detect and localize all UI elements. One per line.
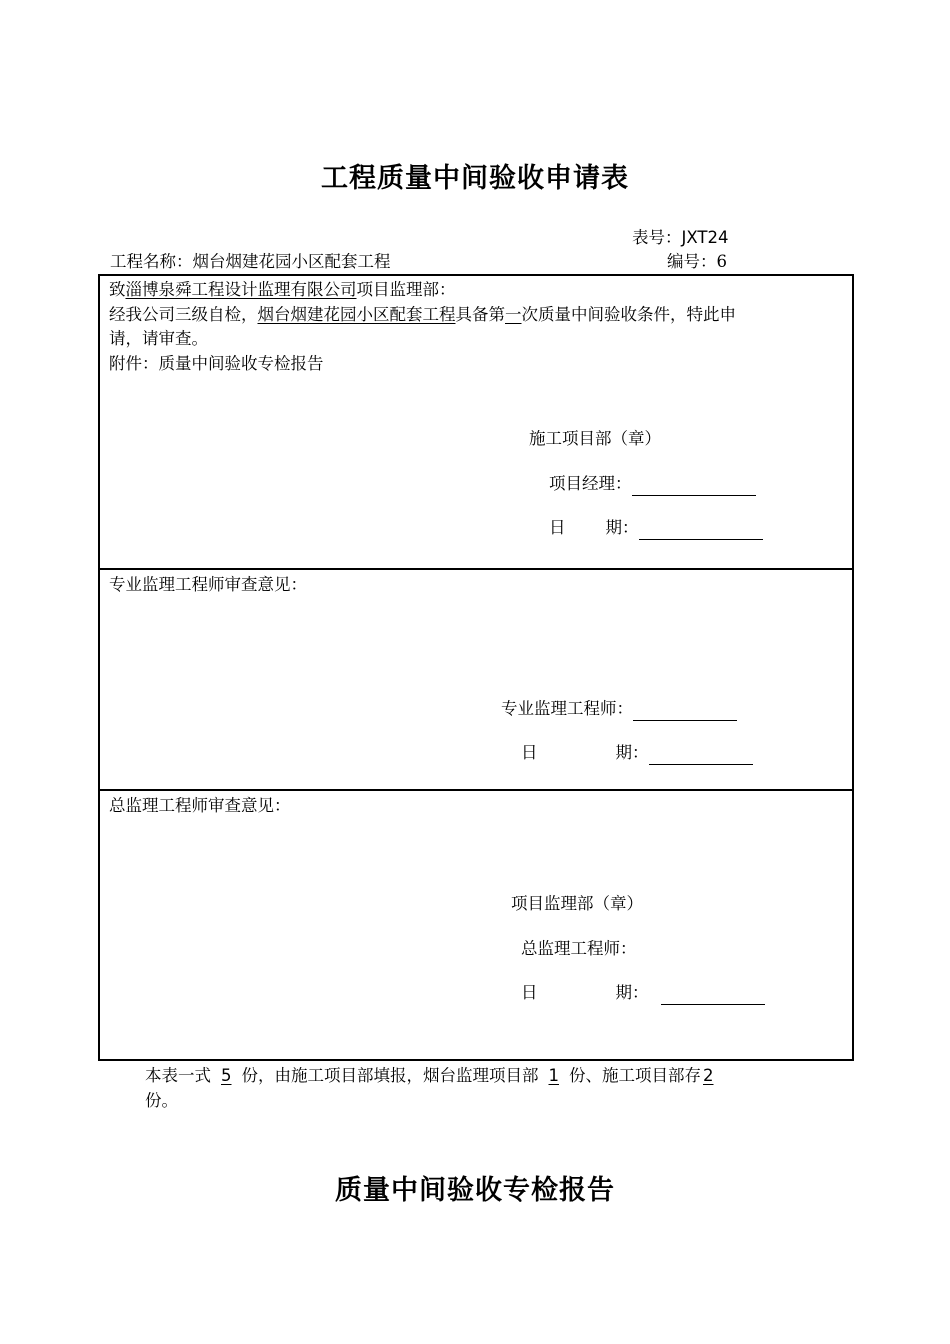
serial-row — [667, 250, 727, 274]
addressee-line — [109, 278, 456, 302]
manager-row — [549, 472, 756, 496]
serial-label: 编号： — [667, 252, 717, 271]
app-text-e: 次质量中间验收条件，特此申 — [521, 305, 736, 324]
serial-value: 6 — [716, 252, 727, 271]
construction-dept-stamp: 施工项目部（章） — [529, 429, 661, 448]
application-line-1 — [109, 303, 736, 327]
date-label-a: 日 — [521, 983, 538, 1002]
app-text-a: 经我公司三级自检， — [109, 305, 258, 324]
copies-text-3: 份、施工项目部存 — [569, 1066, 701, 1085]
application-line-2: 请，请审查。 — [109, 329, 208, 348]
date-row-1 — [549, 516, 763, 540]
supervisor-company: 淄博泉舜工程设计监理有限公司 — [125, 280, 357, 299]
addressee-prefix: 致 — [109, 280, 126, 299]
form-title: 工程质量中间验收申请表 — [321, 163, 629, 194]
addressee-suffix: 项目监理部： — [356, 280, 456, 299]
date-line-1[interactable] — [639, 521, 763, 540]
date-row-2 — [521, 741, 753, 765]
project-name-row — [110, 250, 391, 274]
date-line-2[interactable] — [649, 746, 753, 765]
chief-review-heading: 总监理工程师审查意见： — [109, 796, 291, 815]
specialist-engineer-row — [501, 697, 737, 721]
project-name-label: 工程名称： — [110, 252, 193, 271]
specialist-review-section — [98, 568, 854, 791]
manager-label: 项目经理： — [549, 474, 632, 493]
copies-construction: 2 — [703, 1066, 714, 1085]
date-label-b: 期： — [615, 743, 649, 762]
app-project-name: 烟台烟建花园小区配套工程 — [257, 305, 456, 324]
copies-text-1: 本表一式 — [145, 1066, 211, 1085]
attachment-line: 附件：质量中间验收专检报告 — [109, 354, 324, 373]
supervision-dept-stamp: 项目监理部（章） — [511, 894, 643, 913]
date-label-a: 日 — [521, 743, 538, 762]
app-count: 一 — [505, 305, 522, 324]
date-row-3 — [521, 981, 765, 1005]
copies-note-line-1 — [145, 1064, 716, 1088]
copies-total: 5 — [221, 1066, 232, 1085]
chief-engineer-label: 总监理工程师： — [521, 939, 637, 958]
specialist-review-heading: 专业监理工程师审查意见： — [109, 575, 307, 594]
report-title: 质量中间验收专检报告 — [335, 1175, 615, 1206]
copies-supervisor: 1 — [548, 1066, 559, 1085]
date-label-a: 日 — [549, 518, 566, 537]
form-number: 表号：JXT24 — [632, 228, 729, 247]
copies-note-line-2: 份。 — [145, 1091, 178, 1110]
chief-review-section — [98, 789, 854, 1061]
specialist-signature-line[interactable] — [633, 702, 737, 721]
date-line-3[interactable] — [661, 986, 765, 1005]
date-label-b: 期： — [615, 983, 649, 1002]
specialist-engineer-label: 专业监理工程师： — [501, 699, 633, 718]
app-text-c: 具备第 — [455, 305, 505, 324]
date-label-b: 期： — [605, 518, 639, 537]
copies-text-2: 份，由施工项目部填报，烟台监理项目部 — [241, 1066, 539, 1085]
project-name-value: 烟台烟建花园小区配套工程 — [192, 252, 391, 271]
application-section — [98, 274, 854, 570]
manager-signature-line[interactable] — [632, 477, 756, 496]
